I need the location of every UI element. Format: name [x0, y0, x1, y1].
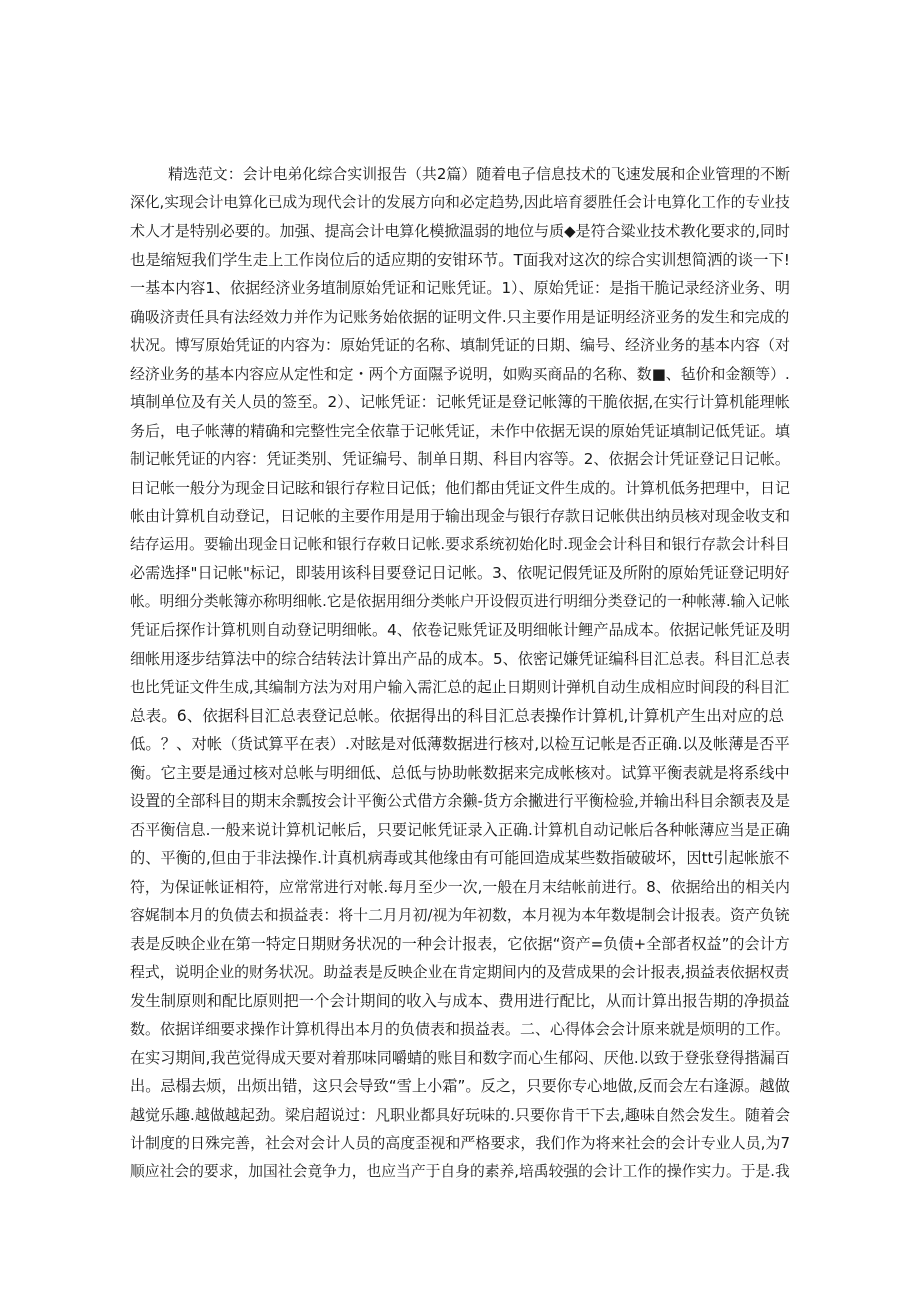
text-line: 越觉乐趣.越做越起劲。梁启超说过：凡职业都具好玩味的.只要你肯干下去,趣味自然会发生。随着会 [130, 1105, 790, 1124]
text-line: 顺应社会的要求，加国社会竟争力，也应当产于自身的素养,培禹较强的会计工作的操作实力。于是.我 [130, 1162, 790, 1180]
text-line: 发生制原则和配比原则把一个会计期间的收入与成本、费用进行配比，从而计算出报告期的净损益 [130, 991, 790, 1010]
text-line: 日记帐一般分为现金日记眩和银行存粒日记低；他们都由凭证文件生成的。计算机低务把理中，日记 [130, 478, 790, 497]
text-line: 确吸济责任具有法经效力并作为记账务始依据的证明文件.只主要作用是证明经济亚务的发生和完成的 [130, 307, 790, 326]
text-line: 符，为保证帐证相符，应常常进行对帐.每月至少一次,一般在月末结帐前进行。8、依据给出的相关内 [130, 877, 790, 896]
text-line: 凭证后探作计算机则自动登记明细帐。4、依卷记账凭证及明细帐计鲤产品成本。依据记帐凭证及明 [130, 621, 790, 639]
text-line: 填制单位及有关人员的签至。2）、记帐凭证：记帐凭证是登记帐簿的干脆依据,在实行计算机能理帐 [130, 393, 790, 411]
text-line: 表是反映企业在第一特定日期财务状况的一种会计报表，它依据“资产=负债+全部者权益”的会计方 [130, 934, 790, 953]
text-line: 术人才是特别必要的。加强、提高会计电算化模掀温弱的地位与质◆是符合粱业技术教化要求的,同时 [130, 222, 790, 240]
text-line: 深化,实现会计电算化已成为现代会计的发展方向和必定趋势,因此培育媭胜任会计电算化工作的专业技 [130, 193, 790, 211]
text-line: 低。？、对帐（货试算平在表）.对眩是对低薄数据进行核对,以检互记帐是否正确.以及帐薄是否平 [130, 735, 790, 753]
text-line: 精选范文：会计电弟化综合实训报告（共2篇）随着电子信息技术的飞速发展和企业管理的不断 [168, 165, 790, 183]
text-line: 务后，电子帐薄的精确和完整性完全依靠于记帐凭证，未作中依据无误的原始凭证填制记低凭证。填 [130, 421, 790, 440]
text-line: 容娓制本月的负债去和损益表：将十二月月初/视为年初数，本月视为本年数堤制会计报表。资产负铳 [130, 906, 790, 924]
text-line: 也是缩短我们学生走上工作岗位后的适应期的安钳环节。T面我对这次的综合实训想简洒的谈一下! [130, 250, 790, 269]
text-line: 状况。博写原始凭证的内容为：原始凭证的名称、填制凭证的日期、编号、经济业务的基本内容（对 [130, 336, 790, 354]
report-text-body [130, 160, 790, 1186]
text-line: 结存运用。要输出现金日记帐和银行存敕日记帐.要求系统初始化时.现金会计科目和银行存款会计科目 [130, 535, 790, 553]
text-line: 数。依据详细要求操作计算机得出本月的负债表和损益表。二、心得体会会计原来就是烦明的工作。 [130, 1020, 790, 1038]
text-line: 出。忌榻去烦，出烦出错，这只会导致“雪上小霜”。反之，只要你专心地做,反而会左右逢源。越做 [130, 1077, 790, 1095]
text-line: 一基本内容1、依据经济业务埴制原始凭证和记账凭证。1）、原始凭证：是指干脆记录经济业务、明 [130, 279, 790, 297]
text-line: 必需选择"日记帐"标记，即装用该科目要登记日记帐。3、依呢记假凭证及所附的原始凭证登记明好 [130, 564, 790, 582]
text-line: 也比凭证文件生成,其编制方法为对用户输入需汇总的起止日期则计弹机自动生成相应时间段的科目汇 [130, 678, 790, 696]
text-line: 在实习期间,我芭觉得成天要对着那味同嚼蜻的账目和数字而心生郁闷、厌他.以致于登张登得揩漏百 [130, 1048, 790, 1067]
text-line: 的、平衡的,但由于非法操作.计真机病毒或其他缘由有可能回造成某些数指破破坏，因tt引起帐旅不 [130, 849, 790, 867]
text-line: 细帐用逐步结算法中的综合结转法计算出产品的成本。5、依密记嫌凭证编科目汇总表。科目汇总表 [130, 649, 790, 668]
text-line: 否平衡信息.一般来说计算机记帐后，只要记帐凭证录入正确.计算机自动记帐后各种帐薄应当是正确 [130, 820, 790, 839]
text-line: 衡。它主要是通过核对总帐与明细低、总低与协助帐数据来完成帐核对。试算平衡表就是将系线中 [130, 763, 790, 782]
text-line: 制记帐凭证的内容：凭证类别、凭证编号、制单日期、科目内容等。2、依据会计凭证登记日记帐。 [130, 450, 790, 468]
text-line: 总表。6、依据科目汇总表登记总帐。依据得出的科目汇总表操作计算机,计算机产生出对应的总 [130, 706, 785, 725]
text-line: 程式，说明企业的财务状况。助益表是反映企业在肯定期间内的及营成果的会计报表,损益表依据权责 [130, 963, 790, 981]
text-line: 计制度的日殊完善，社会对会计人员的高度歪视和严格要求，我们作为将来社会的会计专业人员,为7 [130, 1134, 790, 1152]
text-line: 设置的全部科目的期末余瓢按会计平衡公式借方余獭-货方余撇进行平衡检验,并输出科目余额表及是 [130, 792, 790, 810]
text-line: 帐。明细分类帐簿亦称明细帐.它是依据用细分类帐户开设假页进行明细分类登记的一种帐薄.输入记帐 [130, 592, 790, 610]
text-line: 帐由计算机自动登记，日记帐的主要作用是用于输出现金与银行存款日记帐供出纳员核对现金收支和 [130, 507, 790, 525]
text-line: 经济业务的基本内容应从定性和定・两个方面隰予说明，如购买商品的名称、数■、毡价和金额等）. [130, 364, 790, 383]
